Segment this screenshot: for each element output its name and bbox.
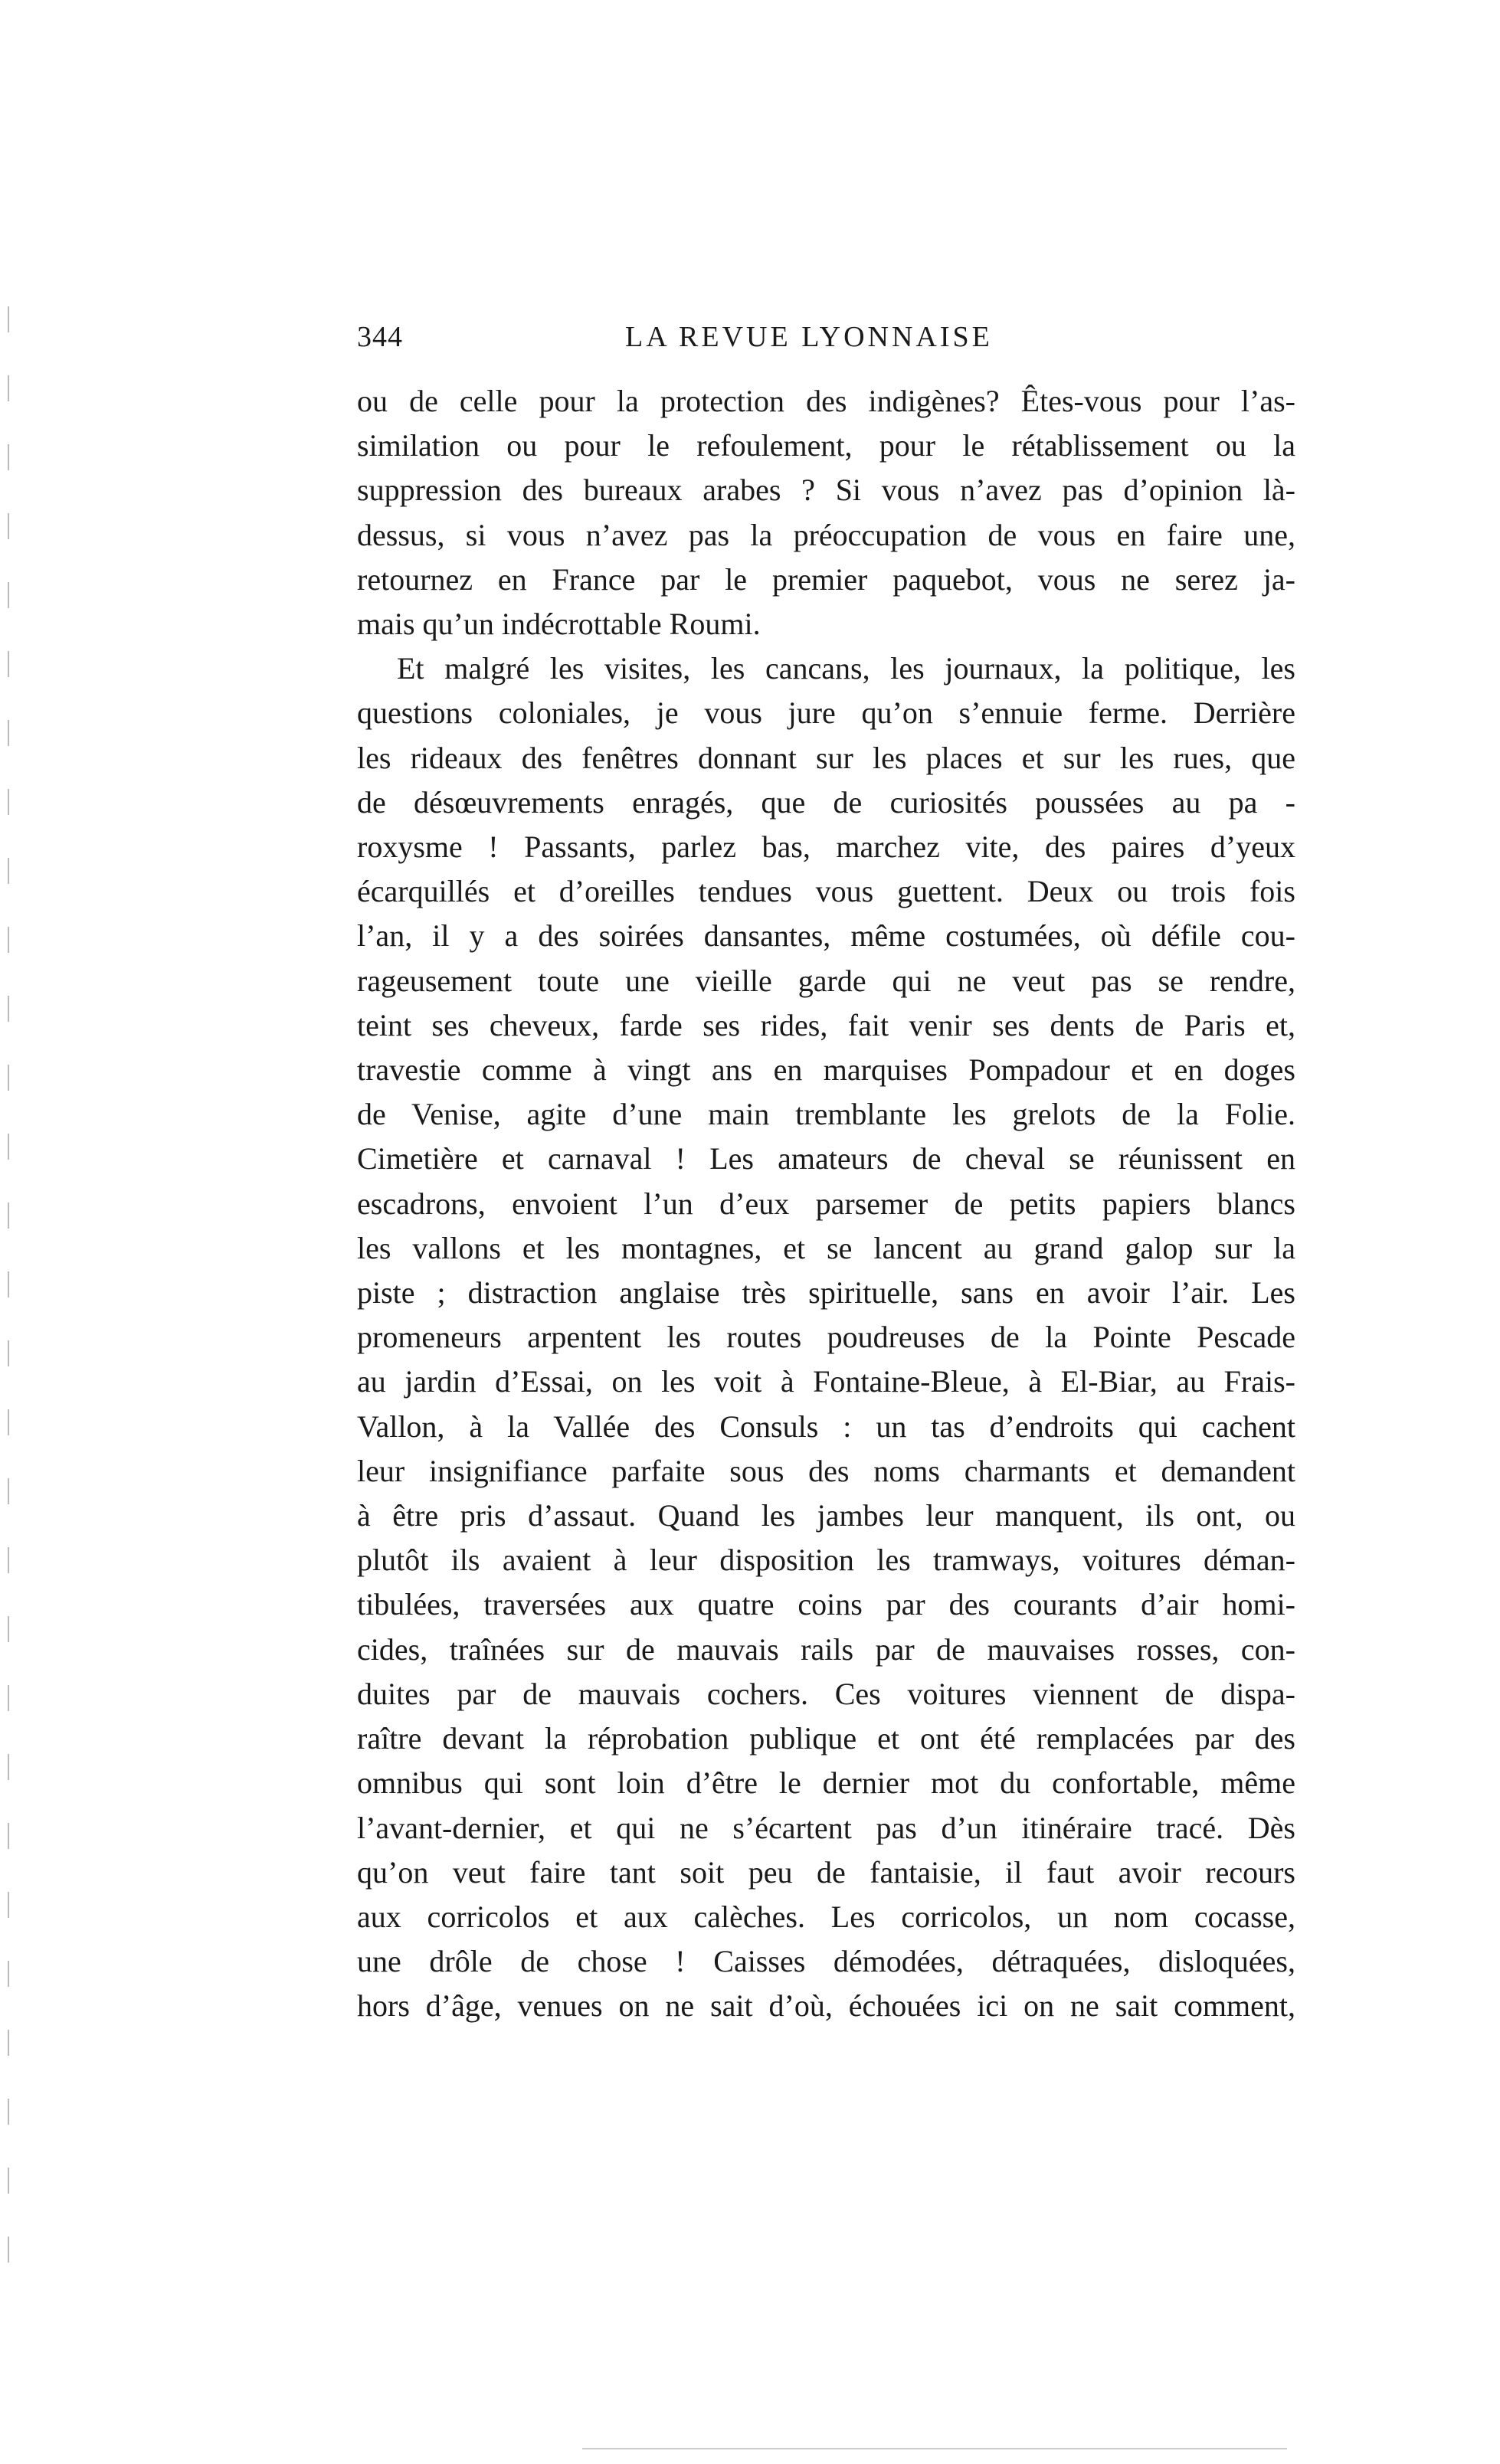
text-line: écarquillés et d’oreilles tendues vous guettent. Deux ou trois fois	[357, 874, 1295, 909]
text-line: leur insignifiance parfaite sous des noms charmants et demandent	[357, 1453, 1295, 1488]
text-line: l’avant-dernier, et qui ne s’écartent pas d’un itinéraire tracé. Dès	[357, 1810, 1295, 1845]
text-line: de désœuvrements enragés, que de curiosités poussées au pa -	[357, 784, 1295, 820]
text-line: les vallons et les montagnes, et se lancent au grand galop sur la	[357, 1230, 1295, 1265]
text-line: plutôt ils avaient à leur disposition les tramways, voitures déman-	[357, 1543, 1295, 1578]
text-line: promeneurs arpentent les routes poudreuses de la Pointe Pescade	[357, 1320, 1295, 1355]
text-line: aux corricolos et aux calèches. Les corricolos, un nom cocasse,	[357, 1899, 1295, 1934]
running-title: LA REVUE LYONNAISE	[625, 321, 993, 353]
text-line: une drôle de chose ! Caisses démodées, détraquées, disloquées,	[357, 1944, 1295, 1979]
text-line: Et malgré les visites, les cancans, les journaux, la politique, les	[397, 651, 1295, 686]
text-line: suppression des bureaux arabes ? Si vous n’avez pas d’opinion là-	[357, 473, 1295, 508]
text-line: similation ou pour le refoulement, pour le rétablissement ou la	[357, 428, 1295, 463]
text-line: travestie comme à vingt ans en marquises Pompadour et en doges	[357, 1052, 1295, 1088]
page-header	[357, 320, 1295, 366]
text-line: duites par de mauvais cochers. Ces voitures viennent de dispa-	[357, 1676, 1295, 1711]
text-line: retournez en France par le premier paquebot, vous ne serez ja-	[357, 561, 1295, 597]
page-number: 344	[357, 321, 403, 353]
text-line: Cimetière et carnaval ! Les amateurs de cheval se réunissent en	[357, 1141, 1295, 1176]
text-line: rageusement toute une vieille garde qui ne veut pas se rendre,	[357, 963, 1295, 998]
text-line: escadrons, envoient l’un d’eux parsemer de petits papiers blancs	[357, 1186, 1295, 1221]
text-line: qu’on veut faire tant soit peu de fantaisie, il faut avoir recours	[357, 1854, 1295, 1890]
text-line: roxysme ! Passants, parlez bas, marchez vite, des paires d’yeux	[357, 830, 1295, 865]
body-text	[357, 379, 1295, 2029]
text-line: omnibus qui sont loin d’être le dernier mot du confortable, même	[357, 1765, 1295, 1801]
text-line: mais qu’un indécrottable Roumi.	[357, 607, 761, 642]
scan-bottom-mark	[582, 2448, 1287, 2449]
text-line: à être pris d’assaut. Quand les jambes leur manquent, ils ont, ou	[357, 1498, 1295, 1533]
text-line: questions coloniales, je vous jure qu’on s’ennuie ferme. Derrière	[357, 695, 1295, 731]
text-line: de Venise, agite d’une main tremblante les grelots de la Folie.	[357, 1097, 1295, 1132]
text-line: dessus, si vous n’avez pas la préoccupation de vous en faire une,	[357, 517, 1295, 552]
text-line: hors d’âge, venues on ne sait d’où, échouées ici on ne sait comment,	[357, 1988, 1295, 2024]
text-line: ou de celle pour la protection des indigènes? Êtes-vous pour l’as-	[357, 384, 1295, 418]
text-line: au jardin d’Essai, on les voit à Fontaine-Bleue, à El-Biar, au Frais-	[357, 1364, 1295, 1399]
scan-margin-mark	[8, 306, 9, 2282]
text-line: raître devant la réprobation publique et ont été remplacées par des	[357, 1721, 1295, 1756]
text-line: les rideaux des fenêtres donnant sur les places et sur les rues, que	[357, 740, 1295, 775]
text-line: piste ; distraction anglaise très spirituelle, sans en avoir l’air. Les	[357, 1275, 1295, 1311]
text-line: l’an, il y a des soirées dansantes, même costumées, où défile cou-	[357, 918, 1295, 954]
text-line: tibulées, traversées aux quatre coins par des courants d’air homi-	[357, 1587, 1295, 1622]
text-line: Vallon, à la Vallée des Consuls : un tas d’endroits qui cachent	[357, 1409, 1295, 1444]
text-line: teint ses cheveux, farde ses rides, fait venir ses dents de Paris et,	[357, 1007, 1295, 1042]
text-line: cides, traînées sur de mauvais rails par de mauvaises rosses, con-	[357, 1631, 1295, 1667]
